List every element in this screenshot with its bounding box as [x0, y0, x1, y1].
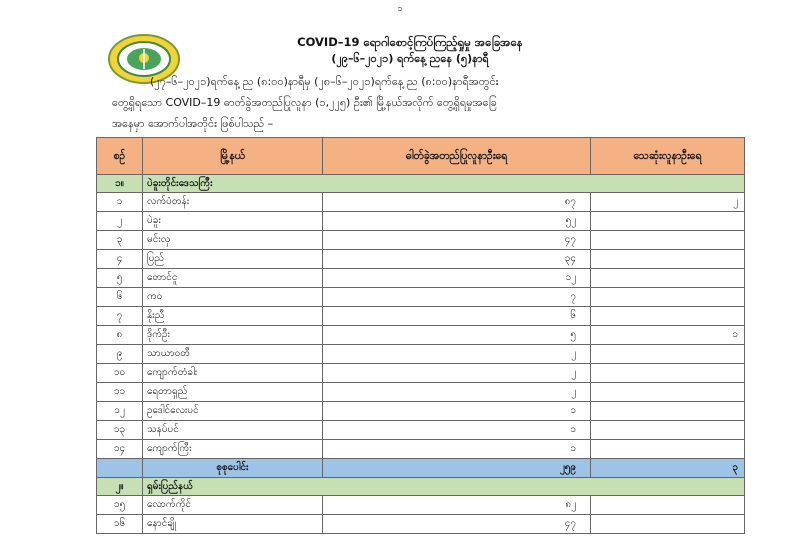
- row-cases: ၁: [323, 421, 591, 440]
- region-row-shan: [97, 478, 745, 496]
- row-township: ဒိုက်ဦး: [143, 326, 323, 345]
- region-number: ၂။: [97, 478, 143, 496]
- row-number: ၁၄: [97, 440, 143, 459]
- table-row: [97, 250, 745, 269]
- row-township: ပြည်: [143, 250, 323, 269]
- row-number: ၂: [97, 212, 143, 231]
- row-township: မင်းလှ: [143, 231, 323, 250]
- table-row: [97, 440, 745, 459]
- intro-line-2: တွေ့ရှိရသော COVID–19 ဓာတ်ခွဲအတည်ပြုလူနာ (၁,၂၂၅) ဦး၏ မြို့နယ်အလိုက် တွေ့ရှိရမှုအခြေ: [112, 96, 497, 109]
- row-number: ၁၃: [97, 421, 143, 440]
- region-name: ရှမ်းပြည်နယ်: [143, 478, 745, 496]
- row-cases: ၂: [323, 364, 591, 383]
- header-township: မြို့နယ်: [143, 138, 323, 175]
- row-deaths: [591, 212, 745, 231]
- row-cases: ၂: [323, 345, 591, 364]
- row-deaths: ၂: [591, 193, 745, 212]
- total-row: [97, 459, 745, 478]
- row-deaths: [591, 364, 745, 383]
- row-number: ၈: [97, 326, 143, 345]
- row-cases: ၂: [323, 383, 591, 402]
- total-deaths: ၃: [591, 459, 745, 478]
- row-number: ၆: [97, 288, 143, 307]
- table-row: [97, 402, 745, 421]
- region-name: ပဲခူးတိုင်းဒေသကြီး: [143, 175, 745, 193]
- row-township: နိုးညီ: [143, 307, 323, 326]
- row-township: ကဝ: [143, 288, 323, 307]
- row-deaths: [591, 231, 745, 250]
- table-row: [97, 383, 745, 402]
- row-cases: ၁: [323, 402, 591, 421]
- region-number: ၁။: [97, 175, 143, 193]
- row-deaths: [591, 515, 745, 534]
- row-cases: ၅: [323, 326, 591, 345]
- row-township: လောက်ကိုင်: [143, 496, 323, 515]
- row-cases: ၁: [323, 440, 591, 459]
- intro-line-3: အနေမှာ အောက်ပါအတိုင်း ဖြစ်ပါသည် –: [112, 117, 274, 130]
- row-township: ပဲခူး: [143, 212, 323, 231]
- header-serial: စဉ်: [97, 138, 143, 175]
- row-cases: ၆: [323, 307, 591, 326]
- row-deaths: [591, 269, 745, 288]
- row-number: ၁၁: [97, 383, 143, 402]
- row-cases: ၃၄: [323, 250, 591, 269]
- total-spacer: [97, 459, 143, 478]
- table-row: [97, 345, 745, 364]
- table-row: [97, 212, 745, 231]
- row-township: နောင်ချို: [143, 515, 323, 534]
- row-deaths: [591, 307, 745, 326]
- table-row: [97, 307, 745, 326]
- table-row: [97, 421, 745, 440]
- row-cases: ၅၂: [323, 212, 591, 231]
- row-number: ၁၂: [97, 402, 143, 421]
- row-number: ၁၀: [97, 364, 143, 383]
- header-confirmed-cases: ဓါတ်ခွဲအတည်ပြုလူနာဦးရေ: [323, 138, 591, 175]
- row-township: ဥဒေါင်လေးပင်: [143, 402, 323, 421]
- row-township: ရေတာရှည်: [143, 383, 323, 402]
- row-cases: ၈၂: [323, 496, 591, 515]
- row-number: ၁၆: [97, 515, 143, 534]
- row-township: တောင်ငူ: [143, 269, 323, 288]
- table-row: [97, 496, 745, 515]
- row-deaths: [591, 345, 745, 364]
- row-township: လက်ပံတန်း: [143, 193, 323, 212]
- row-number: ၅: [97, 269, 143, 288]
- row-number: ၁၅: [97, 496, 143, 515]
- page-number: ၁: [397, 4, 403, 14]
- row-number: ၄: [97, 250, 143, 269]
- table-header-row: [97, 138, 745, 175]
- table-row: [97, 269, 745, 288]
- table-row: [97, 231, 745, 250]
- row-number: ၉: [97, 345, 143, 364]
- row-deaths: [591, 421, 745, 440]
- row-deaths: [591, 440, 745, 459]
- row-township: သာယာဝတီ: [143, 345, 323, 364]
- intro-line-1: (၂၇–၆–၂၀၂၁)ရက်နေ့ ည (၈:၀၀)နာရီမှ (၂၈–၆–၂၀၂၁)ရက်နေ့ ည (၈:၀၀)နာရီအတွင်း: [150, 75, 499, 88]
- row-number: ၁: [97, 193, 143, 212]
- row-township: ကျောက်ကြီး: [143, 440, 323, 459]
- row-deaths: [591, 383, 745, 402]
- row-cases: ၄၇: [323, 515, 591, 534]
- row-township: ကျောက်တံခါး: [143, 364, 323, 383]
- table-row: [97, 193, 745, 212]
- header-deaths: သေဆုံးလူနာဦးရေ: [591, 138, 745, 175]
- row-township: သနပ်ပင်: [143, 421, 323, 440]
- page-title: COVID–19 ရောဂါစောင့်ကြပ်ကြည့်ရှုမှု အခြေအနေ: [297, 35, 523, 49]
- table-row: [97, 326, 745, 345]
- table-row: [97, 515, 745, 534]
- row-number: ၃: [97, 231, 143, 250]
- row-number: ၇: [97, 307, 143, 326]
- region-row-bago: [97, 175, 745, 193]
- table-row: [97, 364, 745, 383]
- row-deaths: [591, 288, 745, 307]
- page-subtitle: (၂၉–၆–၂၀၂၁) ရက်နေ့ ညနေ (၅)နာရီ: [331, 52, 489, 65]
- row-cases: ၄၇: [323, 231, 591, 250]
- row-cases: ၈၇: [323, 193, 591, 212]
- row-deaths: [591, 496, 745, 515]
- row-cases: ၇: [323, 288, 591, 307]
- row-deaths: [591, 250, 745, 269]
- table-row: [97, 288, 745, 307]
- row-cases: ၁၂: [323, 269, 591, 288]
- total-label: စုစုပေါင်း: [143, 459, 323, 478]
- total-cases: ၂၅၉: [323, 459, 591, 478]
- row-deaths: [591, 402, 745, 421]
- row-deaths: ၁: [591, 326, 745, 345]
- covid-cases-table: [96, 137, 745, 534]
